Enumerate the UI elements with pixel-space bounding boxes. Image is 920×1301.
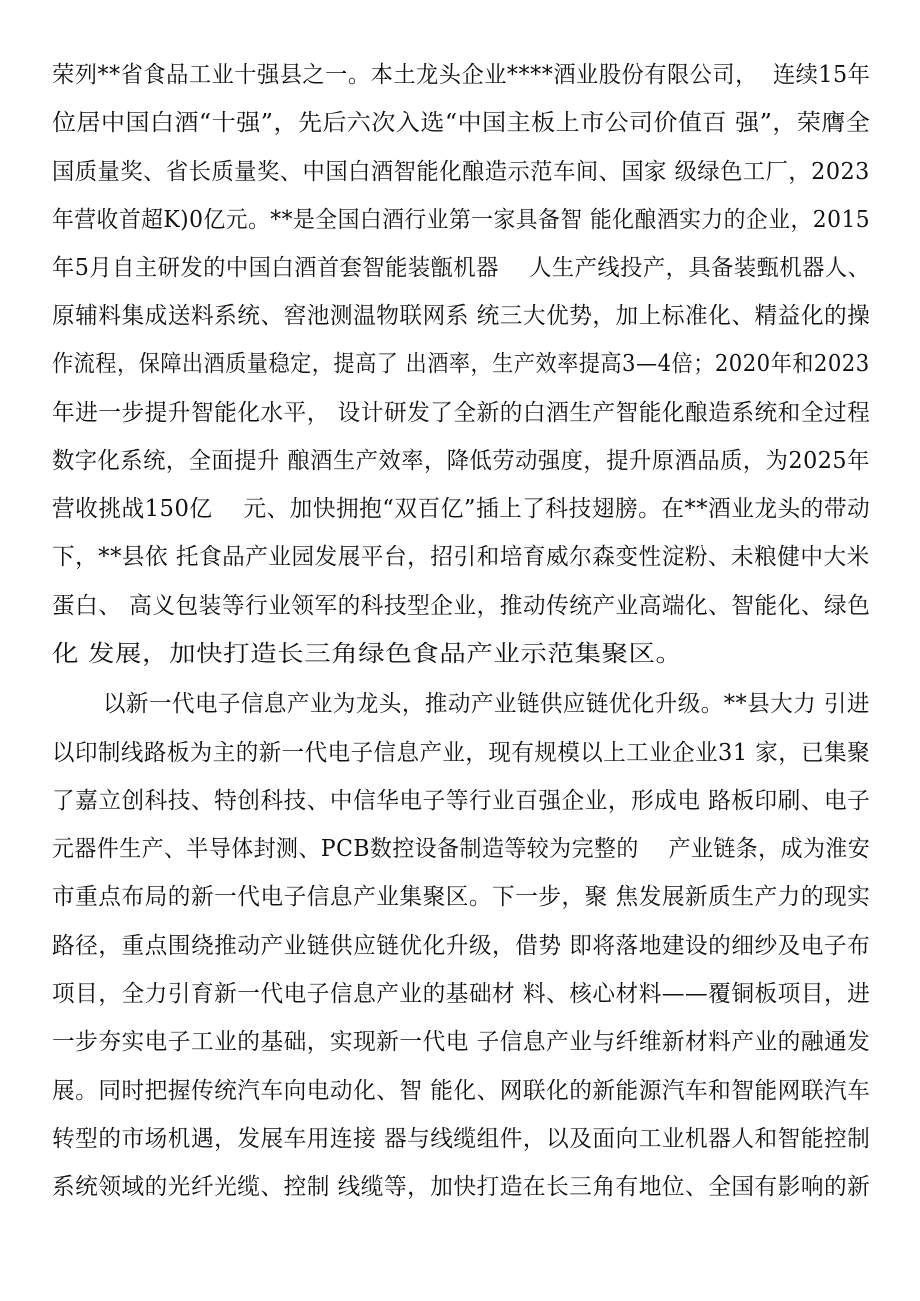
text-line: 元器件生产、半导体封测、PCB数控设备制造等较为完整的 产业链条，成为淮安 xyxy=(52,836,871,862)
text-line: 了嘉立创科技、特创科技、中信华电子等行业百强企业，形成电 路板印刷、电子 xyxy=(52,788,871,814)
text-line: 荣列**省食品工业十强县之一。本土龙头企业****酒业股份有限公司， 连续15年 xyxy=(52,62,871,88)
text-line: 转型的市场机遇，发展车用连接 器与线缆组件，以及面向工业机器人和智能控制 xyxy=(52,1126,871,1152)
paragraph-first-line: 以新一代电子信息产业为龙头，推动产业链供应链优化升级。**县大力 引进 xyxy=(103,691,870,717)
text-line: 一步夯实电子工业的基础，实现新一代电 子信息产业与纤维新材料产业的融通发 xyxy=(52,1029,871,1055)
text-line: 展。同时把握传统汽车向电动化、智 能化、网联化的新能源汽车和智能网联汽车 xyxy=(52,1078,871,1104)
text-line: 年进一步提升智能化水平， 设计研发了全新的白酒生产智能化酿造系统和全过程 xyxy=(52,400,871,426)
text-line: 路径，重点围绕推动产业链供应链优化升级，借势 即将落地建设的细纱及电子布 xyxy=(52,933,871,959)
text-line: 作流程，保障出酒质量稳定，提高了 出酒率，生产效率提高3—4倍；2020年和2023 xyxy=(52,351,870,377)
text-line: 国质量奖、省长质量奖、中国白酒智能化酿造示范车间、国家 级绿色工厂，2023 xyxy=(52,159,870,185)
text-line: 以印制线路板为主的新一代电子信息产业，现有规模以上工业企业31 家，已集聚 xyxy=(52,740,871,766)
text-line: 年5月自主研发的中国白酒首套智能装甑机器 人生产线投产，具备装甄机器人、 xyxy=(52,255,871,281)
text-line: 年营收首超K)0亿元。**是全国白酒行业第一家具备智 能化酿酒实力的企业，2015 xyxy=(52,207,871,233)
text-line: 营收挑战150亿 元、加快拥抱“双百亿”插上了科技翅膀。在**酒业龙头的带动 xyxy=(52,496,871,522)
text-line: 系统领域的光纤光缆、控制 线缆等，加快打造在长三角有地位、全国有影响的新 xyxy=(52,1174,871,1200)
text-line: 化 发展，加快打造长三角绿色食品产业示范集聚区。 xyxy=(52,641,683,667)
text-line: 下，**县依 托食品产业园发展平台，招引和培育威尔森变性淀粉、未粮健中大米 xyxy=(52,544,870,570)
text-line: 蛋白、 高义包装等行业领军的科技型企业，推动传统产业高端化、智能化、绿色 xyxy=(52,593,871,619)
text-line: 项目，全力引育新一代电子信息产业的基础材 料、核心材料——覆铜板项目，进 xyxy=(52,981,871,1007)
text-line: 数字化系统，全面提升 酿酒生产效率，降低劳动强度，提升原酒品质，为2025年 xyxy=(52,448,870,474)
text-line: 位居中国白酒“十强”，先后六次入选“中国主板上市公司价值百 强”，荣膺全 xyxy=(52,110,871,136)
text-line: 原辅料集成送料系统、窖池测温物联网系 统三大优势，加上标准化、精益化的操 xyxy=(52,303,871,329)
text-line: 市重点布局的新一代电子信息产业集聚区。下一步，聚 焦发展新质生产力的现实 xyxy=(52,884,871,910)
